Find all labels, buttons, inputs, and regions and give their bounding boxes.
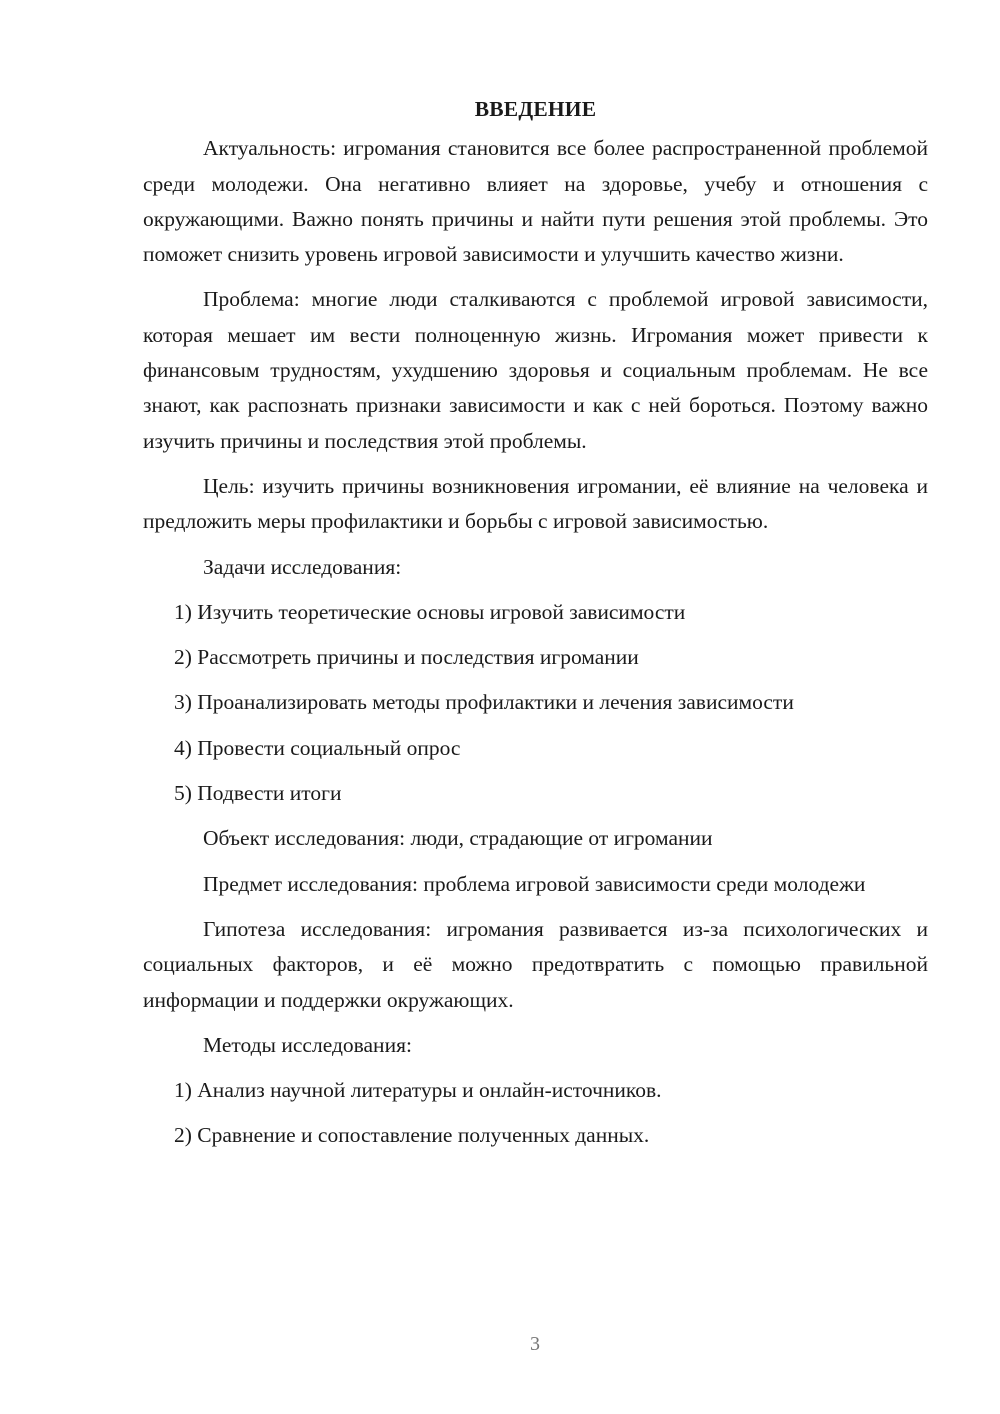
task-item-2: 2) Рассмотреть причины и последствия игромании [174,645,639,670]
task-item-3: 3) Проанализировать методы профилактики и лечения зависимости [174,690,794,715]
page-number: 3 [530,1333,540,1355]
task-item-5: 5) Подвести итоги [174,781,342,806]
method-item-2: 2) Сравнение и сопоставление полученных данных. [174,1123,650,1148]
tasks-list [143,595,928,811]
problem-paragraph: Проблема: многие люди сталкиваются с проблемой игровой зависимости, которая мешает им вести полноценную жизнь. Игромания может привести к финансовым трудностям, ухудшению здоровья и социальным проблемам. Не все знают, как распознать признаки зависимости и как с ней бороться. Поэтому важно изучить причины и последствия этой проблемы. [143,287,928,453]
relevance-paragraph: Актуальность: игромания становится все более распространенной проблемой среди молодежи. Она негативно влияет на здоровье, учебу и отношения с окружающими. Важно понять причины и найти пути решения этой проблемы. Это поможет снизить уровень игровой зависимости и улучшить качество жизни. [143,136,928,267]
section-title: ВВЕДЕНИЕ [474,97,597,121]
method-item-1: 1) Анализ научной литературы и онлайн-источников. [174,1078,662,1103]
task-item-4: 4) Провести социальный опрос [174,735,461,760]
object-line: Объект исследования: люди, страдающие от игромании [203,826,713,851]
methods-heading: Методы исследования: [203,1032,412,1057]
subject-paragraph: Предмет исследования: проблема игровой зависимости среди молодежи [203,871,866,896]
tasks-heading: Задачи исследования: [203,554,402,579]
goal-paragraph: Цель: изучить причины возникновения игромании, её влияние на человека и предложить меры профилактики и борьбы с игровой зависимостью. [143,473,928,534]
methods-list [143,1073,928,1154]
task-item-1: 1) Изучить теоретические основы игровой зависимости [174,599,686,624]
hypothesis-paragraph: Гипотеза исследования: игромания развивается из-за психологических и социальных факторов, и её можно предотвратить с помощью правильной информации и поддержки окружающих. [143,916,928,1012]
document-page [143,92,928,1164]
